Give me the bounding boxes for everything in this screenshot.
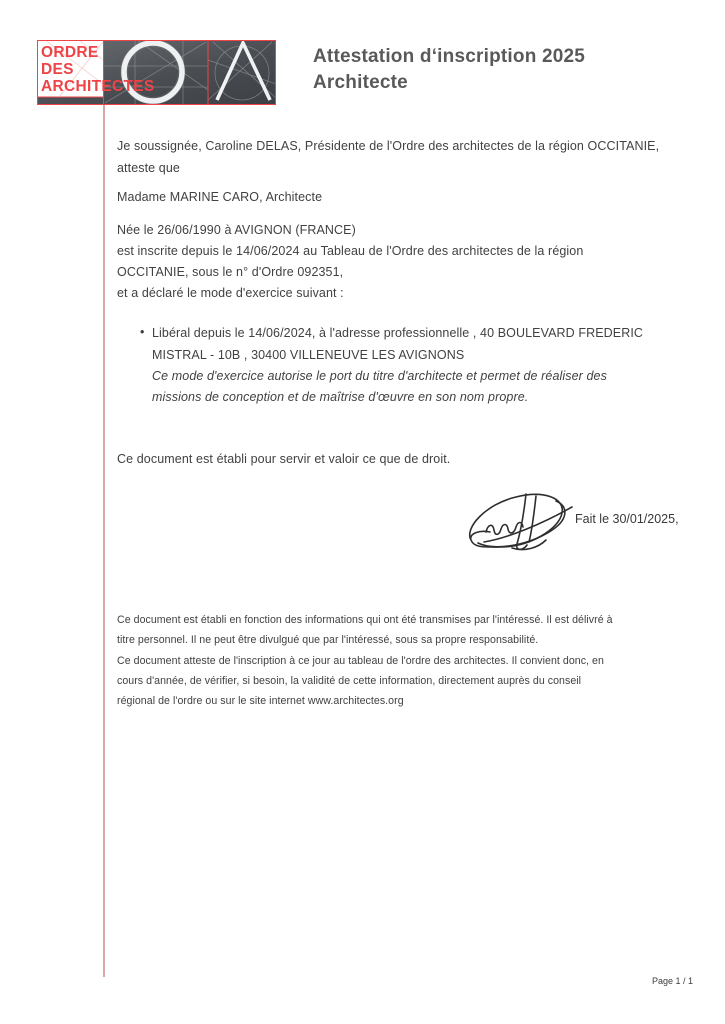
logo-word-des: DES xyxy=(41,61,74,78)
signature-date: Fait le 30/01/2025, xyxy=(575,512,679,526)
logo-word-architectes: ARCHITECTES xyxy=(41,78,155,95)
disclaimer-line-1: Ce document est établi en fonction des informations qui ont été transmises par l'intéressé. Il est délivré à xyxy=(117,614,613,626)
document-title-line1: Attestation d‘inscription 2025 xyxy=(313,46,586,67)
declaration-line: et a déclaré le mode d'exercice suivant : xyxy=(117,286,344,300)
logo-graphic xyxy=(37,40,276,105)
exercise-mode-line-2: MISTRAL - 10B , 30400 VILLENEUVE LES AVIGNONS xyxy=(152,348,465,362)
disclaimer-line-5: régional de l'ordre ou sur le site internet www.architectes.org xyxy=(117,695,404,707)
ordre-des-architectes-logo xyxy=(37,40,276,105)
registration-line-1: est inscrite depuis le 14/06/2024 au Tableau de l'Ordre des architectes de la région xyxy=(117,244,584,258)
bullet-icon: • xyxy=(140,325,145,339)
disclaimer-line-2: titre personnel. Il ne peut être divulgué que par l'intéressé, sous sa propre responsabilité. xyxy=(117,634,539,646)
closing-line: Ce document est établi pour servir et valoir ce que de droit. xyxy=(117,452,451,466)
person-line: Madame MARINE CARO, Architecte xyxy=(117,190,323,204)
logo-word-ordre: ORDRE xyxy=(41,44,99,61)
registration-line-2: OCCITANIE, sous le n° d'Ordre 092351, xyxy=(117,265,344,279)
disclaimer-line-3: Ce document atteste de l'inscription à ce jour au tableau de l'ordre des architectes. Il convient donc, en xyxy=(117,655,604,667)
signature-image xyxy=(460,486,582,562)
left-margin-rule xyxy=(103,105,105,977)
exercise-mode-line-1: Libéral depuis le 14/06/2024, à l'adresse professionnelle , 40 BOULEVARD FREDERIC xyxy=(152,326,644,340)
birth-line: Née le 26/06/1990 à AVIGNON (FRANCE) xyxy=(117,223,356,237)
exercise-note-line-2: missions de conception et de maîtrise d'œuvre en son nom propre. xyxy=(152,390,529,404)
document-title-line2: Architecte xyxy=(313,72,408,93)
intro-line-1: Je soussignée, Caroline DELAS, Présidente de l'Ordre des architectes de la région OCCITANIE, xyxy=(117,139,660,153)
page-number: Page 1 / 1 xyxy=(652,976,694,986)
exercise-note-line-1: Ce mode d'exercice autorise le port du titre d'architecte et permet de réaliser des xyxy=(152,369,607,383)
intro-line-2: atteste que xyxy=(117,161,180,175)
signature-scribble-icon xyxy=(460,486,582,562)
disclaimer-line-4: cours d'année, de vérifier, si besoin, la validité de cette information, directement auprès du conseil xyxy=(117,675,582,687)
